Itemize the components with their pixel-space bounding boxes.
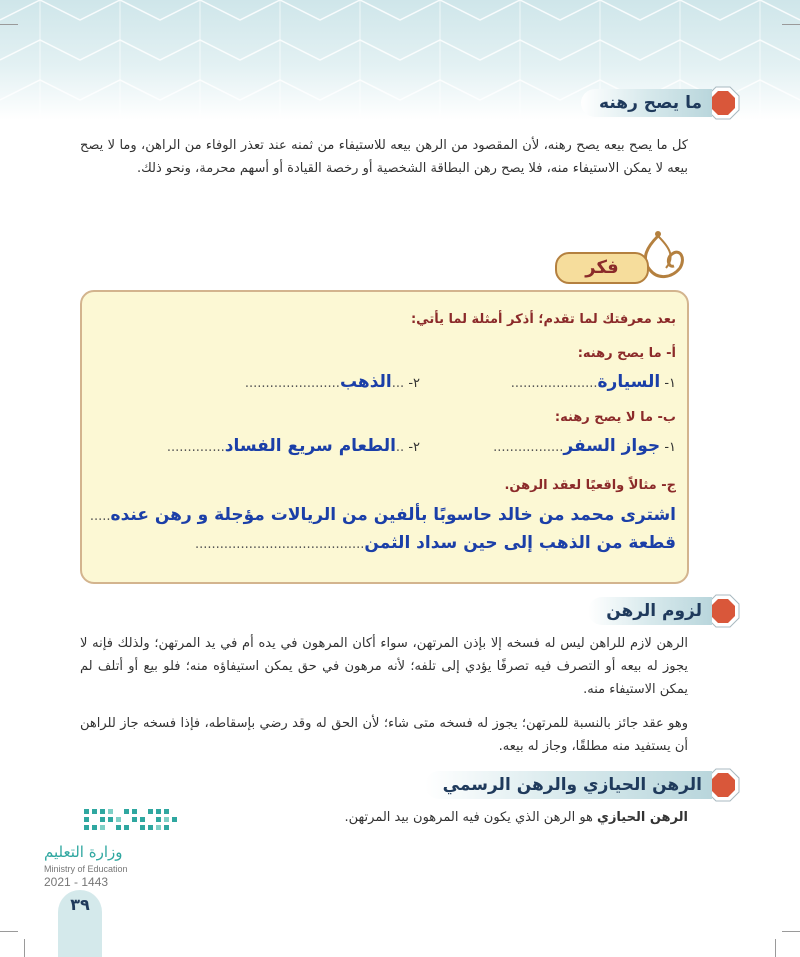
ministry-year: 2021 - 1443 [44,875,109,889]
ministry-name-english: Ministry of Education [44,864,128,874]
part-a-heading: أ- ما يصح رهنه: [577,346,676,361]
term-bold: الرهن الحيازي [597,810,688,825]
section2-paragraph-2: وهو عقد جائز بالنسبة للمرتهن؛ يجوز له فسخه متى شاء؛ لأن الحق له وقد رضي بإسقاطه، فإذا فسخه جاز للراهن أن يستفيد منه مطلقًا، وجاز له بيعه. [80,716,688,754]
handwritten-answer[interactable]: الذهب [339,372,392,392]
handwritten-answer[interactable]: السيارة [597,372,661,392]
section1-paragraph: كل ما يصح بيعه يصح رهنه، لأن المقصود من الرهن بيعه للاستيفاء من ثمنه عند تعذر الوفاء من الراهن، وما لا يصح بيعه لا يمكن الاستيفاء منه، فلا يصح رهن البطاقة الشخصية أو رخصة القيادة أو أسهم محرمة، ونحو ذلك. [80,138,688,176]
section-title-label: لزوم الرهن [606,601,702,621]
crop-mark [0,931,18,932]
crop-mark [782,24,800,25]
dotted-logo-icon [40,805,190,845]
ministry-name-arabic: وزارة التعليم [44,843,123,861]
handwritten-answer[interactable]: جواز السفر [563,436,661,456]
section-title-possessory-and-official-pledge [425,768,740,802]
section2-paragraph-1: الرهن لازم للراهن ليس له فسخه إلا بإذن المرتهن، سواء أكان المرهون في يده أم في يد المرتهن؛ ولذلك فإنه لا يجوز له بيعه أو التصرف فيه تصرفًا يؤدي إلى تلفه؛ لأنه مرهون في حق يمكن استيفاؤه منه؛ فلو بيع أو أتلف لم يمكن الاستيفاء منه. [80,636,688,697]
section-title-binding-of-pledge [588,594,740,628]
answer-row-b2: ٢- ..الطعام سريع الفساد.............. [166,436,420,456]
term-definition: هو الرهن الذي يكون فيه المرهون بيد المرتهن. [344,810,598,825]
handwritten-answer[interactable]: اشترى محمد من خالد حاسوبًا بألفين من الريالات مؤجلة و رهن عنده [110,505,676,525]
item-number: ٢- [408,440,420,455]
answer-row-b1: ١- جواز السفر................. [493,436,676,456]
answer-row-a1: ١- السيارة..................... [510,372,676,392]
think-label: فكر [555,252,649,284]
crop-mark [24,939,25,957]
handwritten-answer[interactable]: قطعة من الذهب إلى حين سداد الثمن [364,533,676,553]
answer-row-a2: ٢- ...الذهب....................... [244,372,420,392]
item-number: ٢- [408,376,420,391]
handwritten-answer[interactable]: الطعام سريع الفساد [224,436,396,456]
part-c-heading: ج- مثالاً واقعيًا لعقد الرهن. [504,478,676,493]
section-title-label: ما يصح رهنه [599,93,702,113]
page-number: ٣٩ [70,895,90,914]
item-number: ١- [664,440,676,455]
think-prompt: بعد معرفتك لما تقدم؛ أذكر أمثلة لما يأتي: [410,312,676,327]
section-title-label: الرهن الحيازي والرهن الرسمي [442,775,702,795]
section3-paragraph [240,806,688,829]
answer-row-c2: قطعة من الذهب إلى حين سداد الثمن......................................... [194,533,676,553]
ministry-of-education-logo [40,805,190,895]
item-number: ١- [664,376,676,391]
part-b-heading: ب- ما لا يصح رهنه: [554,410,676,425]
think-badge [540,228,690,288]
crop-mark [0,24,18,25]
crop-mark [782,931,800,932]
crop-mark [775,939,776,957]
section-title-what-can-be-pledged [581,86,740,120]
answer-row-c1: اشترى محمد من خالد حاسوبًا بألفين من الريالات مؤجلة و رهن عنده..... [89,505,676,525]
